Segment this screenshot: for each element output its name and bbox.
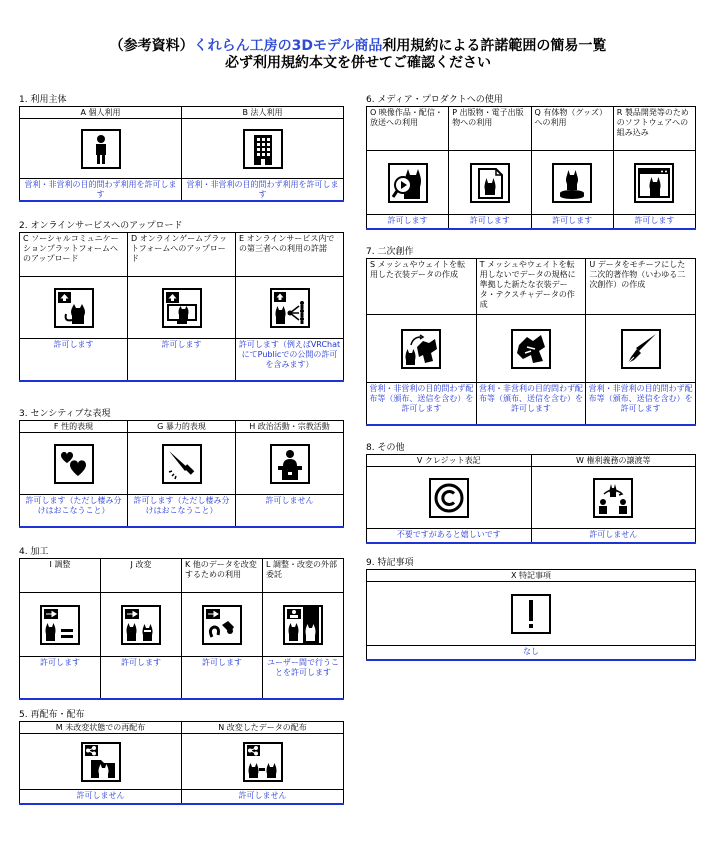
section-derivative-works [366, 247, 696, 426]
title-suffix: 利用規約による許諾範囲の簡易一覧 [382, 38, 607, 54]
section-table [19, 106, 344, 202]
item-result: 営利・非営利の目的問わず利用を許可します [20, 179, 182, 202]
hearts-icon [54, 444, 94, 484]
share-folder-icon [81, 742, 121, 782]
item-result: 許可します [449, 215, 531, 229]
building-icon [243, 129, 283, 169]
item-header: B 法人利用 [182, 107, 344, 119]
item-header: J 改変 [101, 559, 182, 593]
item-header: T メッシュやウェイトを転用しないでデータの規格に準拠した新たな衣装データ・テクスチャデータの作成 [476, 259, 586, 315]
person-icon [81, 129, 121, 169]
document-title [0, 38, 716, 72]
title-highlight: くれらん工房の3Dモデル商品 [193, 38, 383, 54]
knife-icon [162, 444, 202, 484]
section-table [19, 558, 344, 700]
item-result: 営利・非営利の目的問わず配布等（頒布、送信を含む）を許可します [476, 383, 586, 425]
item-result: 許可します [20, 657, 101, 699]
item-result: 許可しません [182, 790, 344, 804]
section-label: 7. 二次創作 [366, 247, 414, 257]
item-result: 許可します [613, 215, 695, 229]
item-result: 許可します [101, 657, 182, 699]
item-result: 許可します（ただし棲み分けはおこなうこと） [128, 495, 236, 527]
item-result: 不要ですがあると嬉しいです [367, 529, 532, 543]
section-processing [19, 547, 344, 700]
cloth-icon [511, 329, 551, 369]
figure-goods-icon [552, 163, 592, 203]
section-other [366, 443, 696, 544]
item-result: 許可しません [531, 529, 696, 543]
section-table [366, 569, 696, 661]
podium-icon [270, 444, 310, 484]
item-result: 許可しません [236, 495, 344, 527]
item-header: X 特記事項 [367, 570, 696, 582]
item-header: M 未改変状態での再配布 [20, 722, 182, 734]
item-result: 営利・非営利の目的問わず配布等（頒布、送信を含む）を許可します [367, 383, 477, 425]
item-result: 許可します（ただし棲み分けはおこなうこと） [20, 495, 128, 527]
exclamation-icon [511, 594, 551, 634]
section-sensitive-expression [19, 409, 344, 528]
section-usage-subject [19, 95, 344, 202]
section-table [19, 721, 344, 805]
item-header: V クレジット表記 [367, 455, 532, 467]
section-table [19, 232, 344, 382]
item-result: 許可します [20, 339, 128, 381]
title-prefix: （参考資料） [109, 38, 194, 54]
section-redistribution [19, 710, 344, 805]
publication-icon [470, 163, 510, 203]
upload-share-users-icon [270, 288, 310, 328]
upload-monitor-cat-icon [162, 288, 202, 328]
item-header: H 政治活動・宗教活動 [236, 421, 344, 433]
item-header: S メッシュやウェイトを転用した衣装データの作成 [367, 259, 477, 315]
section-label: 1. 利用主体 [19, 95, 67, 105]
item-header: C ソーシャルコミュニケーションプラットフォームへのアップロード [20, 233, 128, 277]
title-subline: 必ず利用規約本文を併せてご確認ください [225, 55, 491, 71]
transfer-icon [593, 478, 633, 518]
item-result: 許可します [182, 657, 263, 699]
item-header: E オンラインサービス内での第三者への利用の許諾 [236, 233, 344, 277]
section-special-notes [366, 558, 696, 661]
section-label: 3. センシティブな表現 [19, 409, 111, 419]
share-modified-icon [243, 742, 283, 782]
section-label: 9. 特記事項 [366, 558, 414, 568]
item-header: K 他のデータを改変するための利用 [182, 559, 263, 593]
section-online-upload [19, 221, 344, 382]
item-header: N 改変したデータの配布 [182, 722, 344, 734]
item-result: 許可します [531, 215, 613, 229]
other-data-icon [202, 605, 242, 645]
outsource-icon [283, 605, 323, 645]
item-header: W 権利義務の譲渡等 [531, 455, 696, 467]
adjust-icon [40, 605, 80, 645]
item-result: なし [367, 646, 696, 660]
section-table [19, 420, 344, 528]
item-header: U データをモチーフにした二次的著作物（いわゆる二次創作）の作成 [586, 259, 696, 315]
section-table [366, 454, 696, 544]
item-result: ユーザー間で行うことを許可します [263, 657, 344, 699]
upload-cat-icon [54, 288, 94, 328]
section-table [366, 258, 696, 426]
pen-nib-icon [621, 329, 661, 369]
item-header: P 出版物・電子出版物への利用 [449, 107, 531, 151]
cloth-transfer-icon [401, 329, 441, 369]
section-label: 6. メディア・プロダクトへの使用 [366, 95, 503, 105]
copyright-icon [429, 478, 469, 518]
software-window-icon [634, 163, 674, 203]
item-header: O 映像作品・配信・放送への利用 [367, 107, 449, 151]
item-header: I 調整 [20, 559, 101, 593]
section-label: 2. オンラインサービスへのアップロード [19, 221, 183, 231]
item-result: 許可します [128, 339, 236, 381]
item-result: 許可します（例えばVRChatにてPublicでの公開の許可を含みます） [236, 339, 344, 381]
item-header: R 製品開発等のためのソフトウェアへの組み込み [613, 107, 695, 151]
section-table [366, 106, 696, 230]
item-header: D オンラインゲームプラットフォームへのアップロード [128, 233, 236, 277]
item-header: A 個人利用 [20, 107, 182, 119]
section-label: 5. 再配布・配布 [19, 710, 85, 720]
item-header: G 暴力的表現 [128, 421, 236, 433]
item-header: F 性的表現 [20, 421, 128, 433]
section-media-products [366, 95, 696, 230]
section-label: 4. 加工 [19, 547, 49, 557]
modify-icon [121, 605, 161, 645]
item-header: L 調整・改変の外部委託 [263, 559, 344, 593]
item-result: 営利・非営利の目的問わず配布等（頒布、送信を含む）を許可します [586, 383, 696, 425]
item-result: 営利・非営利の目的問わず利用を許可します [182, 179, 344, 202]
item-result: 許可します [367, 215, 449, 229]
video-play-icon [388, 163, 428, 203]
item-result: 許可しません [20, 790, 182, 804]
item-header: Q 有体物（グッズ）への利用 [531, 107, 613, 151]
section-label: 8. その他 [366, 443, 405, 453]
